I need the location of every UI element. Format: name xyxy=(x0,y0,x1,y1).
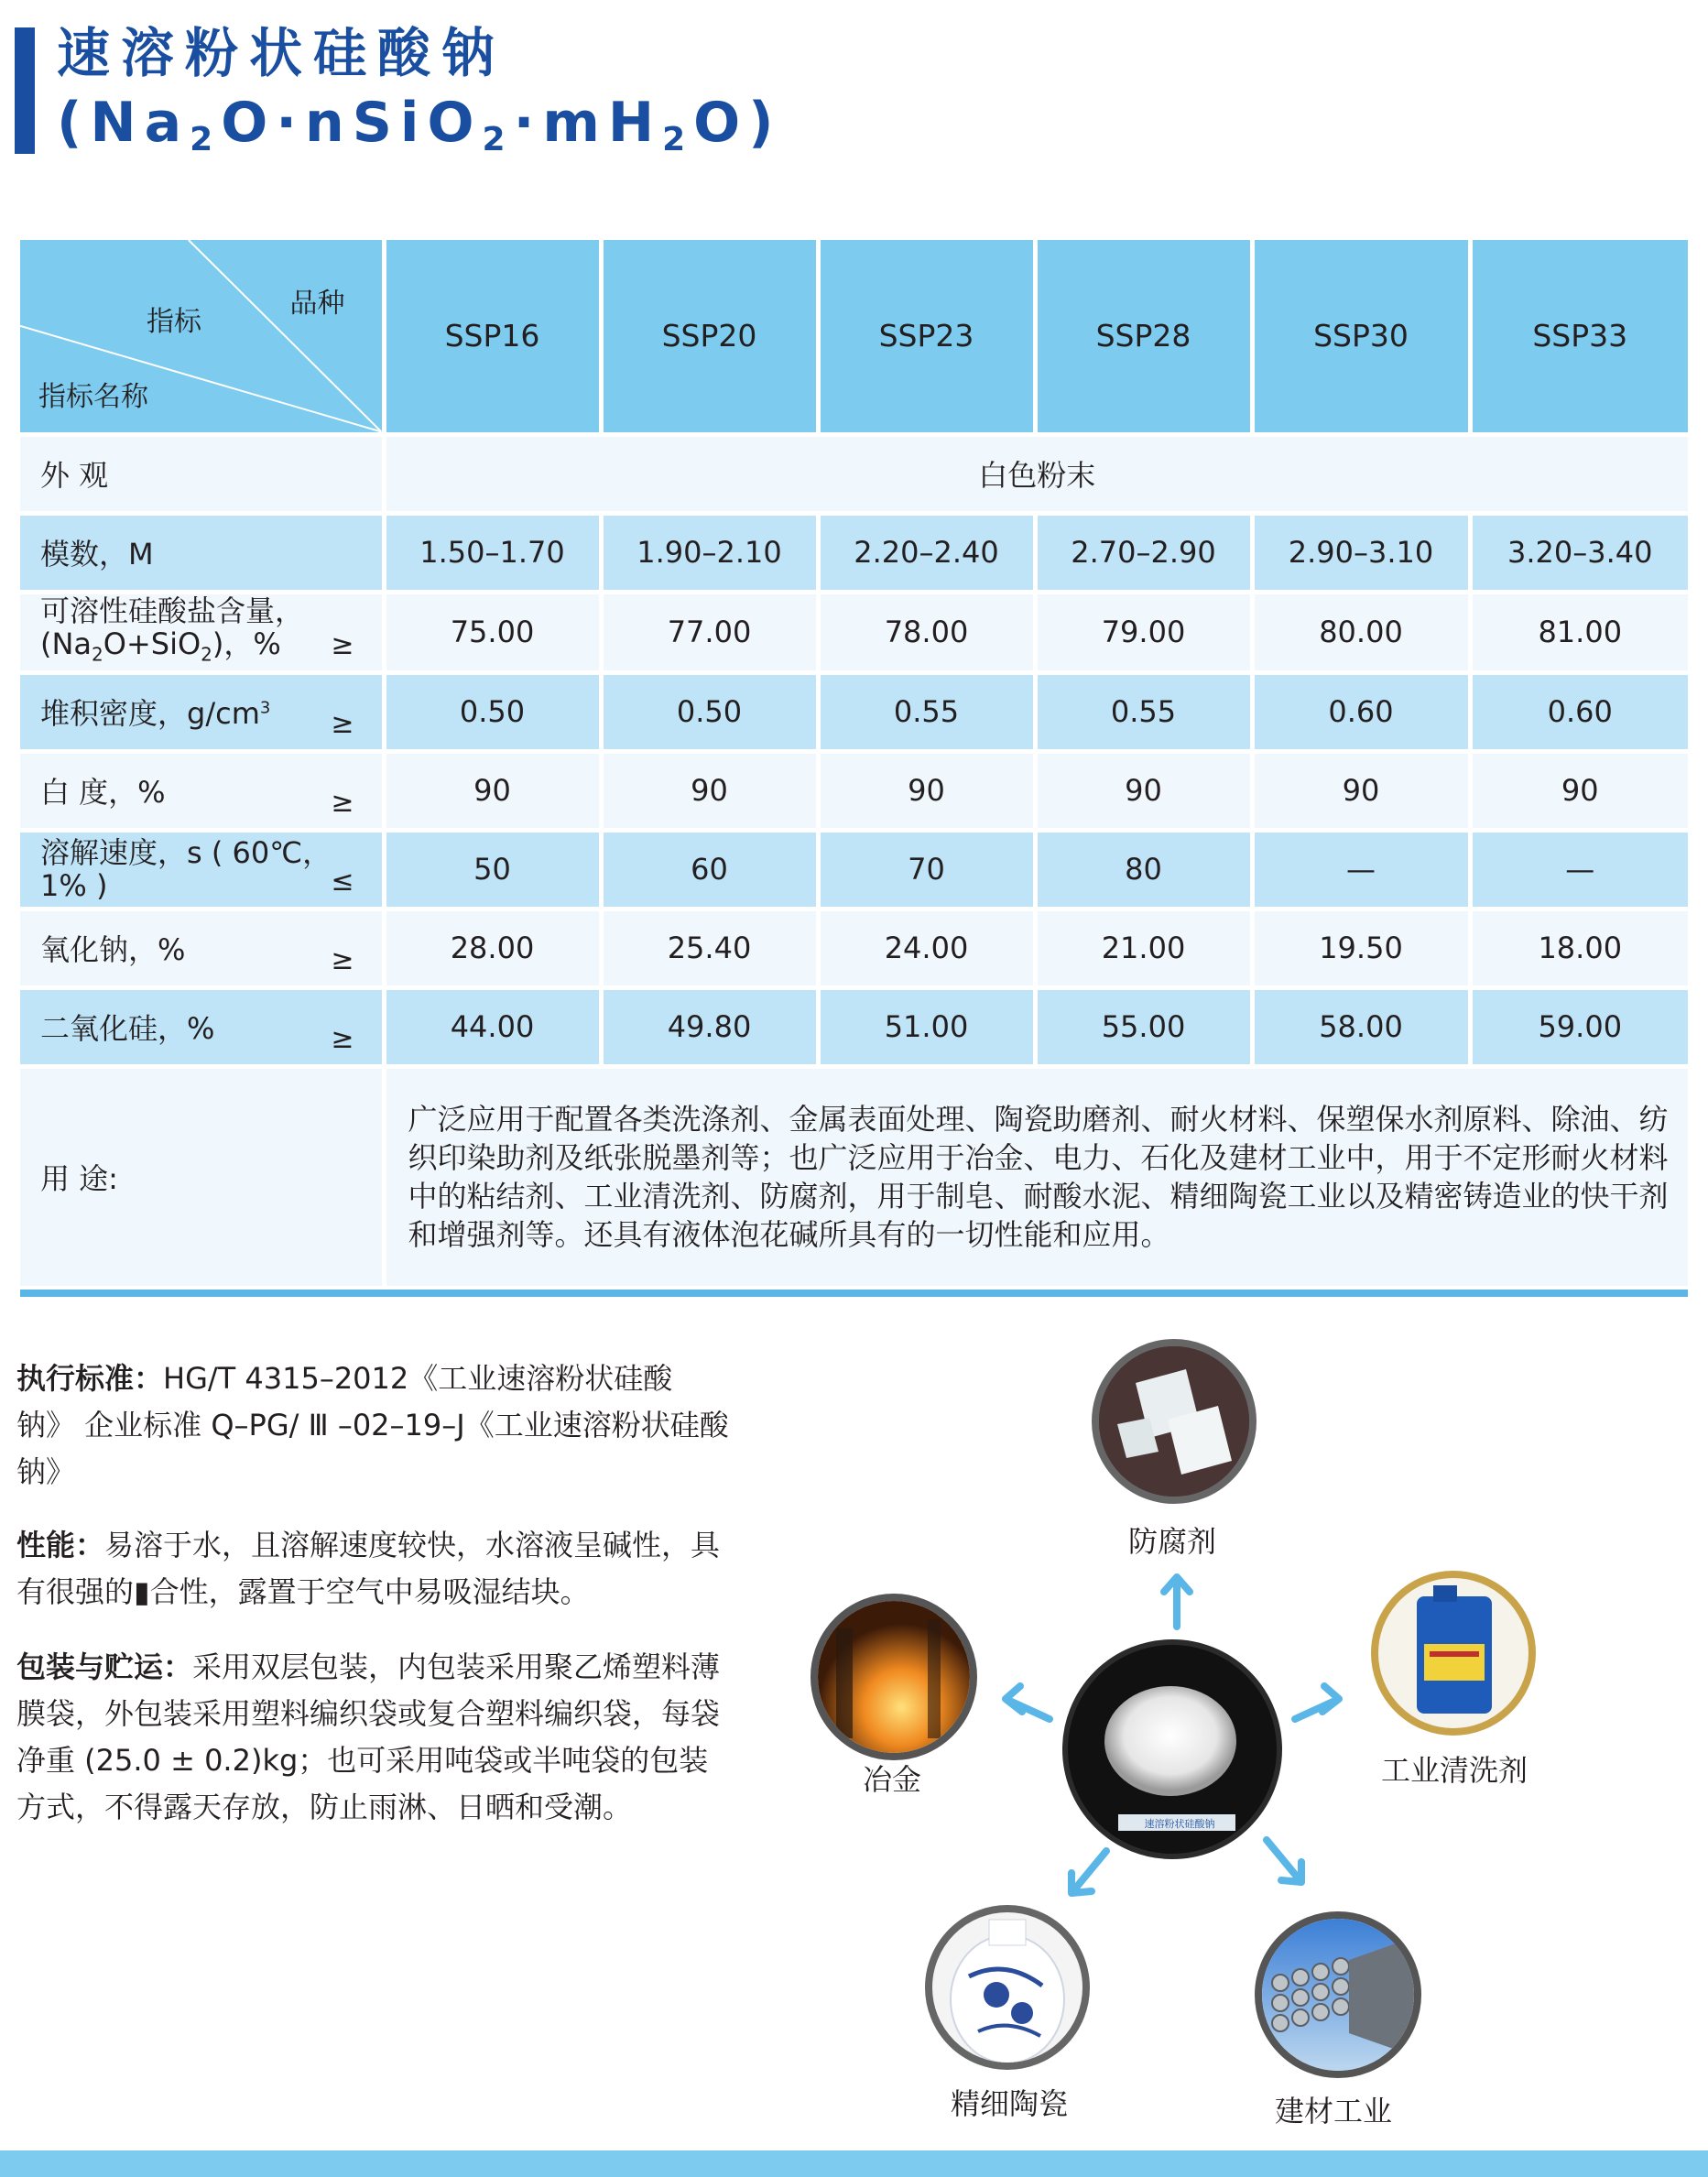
comparison-sign: ≤ xyxy=(331,865,354,898)
cell-value: — xyxy=(1252,830,1470,909)
cell-value: 79.00 xyxy=(1035,592,1252,672)
chemical-formula: $(Na_2O\cdot nSiO_2\cdot mH_2O)$ xyxy=(57,91,782,158)
footer-bar xyxy=(0,2150,1708,2177)
row-label: 外 观 xyxy=(20,434,384,513)
comparison-sign: ≥ xyxy=(331,943,354,976)
table-row-usage xyxy=(20,1066,1688,1288)
cell-value: 0.50 xyxy=(384,672,601,751)
label-industrial-cleaner: 工业清洗剂 xyxy=(1381,1753,1528,1788)
table-row-whiteness xyxy=(20,751,1688,830)
product-header: SSP23 xyxy=(818,240,1035,434)
title-accent-bar xyxy=(15,27,35,154)
cell-value: 0.50 xyxy=(601,672,818,751)
standard-paragraph: 执行标准：HG/T 4315–2012《工业速溶粉状硅酸钠》 企业标准 Q–PG/ Ⅲ –02–19–J《工业速溶粉状硅酸钠》 xyxy=(16,1361,729,1489)
table-corner-cell xyxy=(20,240,384,434)
cell-value: 0.60 xyxy=(1470,672,1688,751)
corner-index-label: 指标 xyxy=(147,306,201,338)
table-row-modulus xyxy=(20,513,1688,592)
cell-value: 21.00 xyxy=(1035,909,1252,987)
cell-value: 24.00 xyxy=(818,909,1035,987)
cell-value: — xyxy=(1470,830,1688,909)
table-header-row xyxy=(20,240,1688,434)
comparison-sign: ≥ xyxy=(331,707,354,740)
cell-value: 70 xyxy=(818,830,1035,909)
cell-value: 90 xyxy=(1035,751,1252,830)
table-row-soluble-silicate xyxy=(20,592,1688,672)
comparison-sign: ≥ xyxy=(331,1022,354,1055)
cell-value: 90 xyxy=(818,751,1035,830)
cell-value: 1.90–2.10 xyxy=(601,513,818,592)
cell-value: 77.00 xyxy=(601,592,818,672)
cell-value: 1.50–1.70 xyxy=(384,513,601,592)
product-header: SSP30 xyxy=(1252,240,1470,434)
cell-value: 75.00 xyxy=(384,592,601,672)
table-row-bulk-density xyxy=(20,672,1688,751)
row-label: 二氧化硅，% ≥ xyxy=(20,987,384,1066)
cell-value: 44.00 xyxy=(384,987,601,1066)
table-row-sodium-oxide xyxy=(20,909,1688,987)
cell-value: 0.60 xyxy=(1252,672,1470,751)
cell-value: 3.20–3.40 xyxy=(1470,513,1688,592)
cell-value: 81.00 xyxy=(1470,592,1688,672)
row-label: 氧化钠，% ≥ xyxy=(20,909,384,987)
cell-value: 60 xyxy=(601,830,818,909)
cell-value: 59.00 xyxy=(1470,987,1688,1066)
label-fine-ceramics: 精细陶瓷 xyxy=(951,2086,1069,2121)
usage-label: 用 途: xyxy=(20,1066,384,1288)
arrow-right-icon xyxy=(1289,1681,1346,1726)
packaging-paragraph: 包装与贮运：采用双层包装，内包装采用聚乙烯塑料薄膜袋，外包装采用塑料编织袋或复合塑料编织袋，每袋净重 (25.0 ± 0.2)kg；也可采用吨袋或半吨袋的包装方式，不得露天存放，防止雨淋、日晒和受潮。 xyxy=(16,1649,721,1824)
building-materials-image xyxy=(1255,1911,1421,2078)
metallurgy-image xyxy=(810,1594,977,1760)
table-bottom-rule xyxy=(20,1290,1688,1297)
cell-value: 28.00 xyxy=(384,909,601,987)
table-row-dissolution-speed xyxy=(20,830,1688,909)
cell-value: 90 xyxy=(601,751,818,830)
preservative-image xyxy=(1092,1339,1257,1504)
row-label: 模数，M xyxy=(20,513,384,592)
comparison-sign: ≥ xyxy=(331,628,354,661)
cell-value: 80.00 xyxy=(1252,592,1470,672)
arrow-down-right-icon xyxy=(1259,1834,1311,1889)
table-row-silicon-dioxide xyxy=(20,987,1688,1066)
cell-value: 19.50 xyxy=(1252,909,1470,987)
product-header: SSP33 xyxy=(1470,240,1688,434)
ceramics-image xyxy=(925,1905,1090,2070)
cell-value: 80 xyxy=(1035,830,1252,909)
product-header: SSP16 xyxy=(384,240,601,434)
arrow-down-left-icon xyxy=(1062,1845,1114,1900)
cell-value: 2.90–3.10 xyxy=(1252,513,1470,592)
cell-value: 50 xyxy=(384,830,601,909)
cell-value: 90 xyxy=(384,751,601,830)
table-row-appearance xyxy=(20,434,1688,513)
arrow-up-icon xyxy=(1159,1573,1195,1630)
cell-value: 49.80 xyxy=(601,987,818,1066)
comparison-sign: ≥ xyxy=(331,786,354,819)
cell-value: 90 xyxy=(1470,751,1688,830)
product-header: SSP28 xyxy=(1035,240,1252,434)
appearance-value: 白色粉末 xyxy=(384,434,1688,513)
arrow-left-icon xyxy=(998,1681,1055,1726)
row-label: 溶解速度，s ( 60℃， 1% ) ≤ xyxy=(20,830,384,909)
cleaner-image xyxy=(1371,1571,1536,1736)
row-label: 白 度，% ≥ xyxy=(20,751,384,830)
performance-paragraph: 性能：易溶于水，且溶解速度较快，水溶液呈碱性，具有很强的▮合性，露置于空气中易吸湿结块。 xyxy=(16,1528,721,1609)
cell-value: 2.70–2.90 xyxy=(1035,513,1252,592)
row-label: 可溶性硅酸盐含量， $(Na_2O+SiO_2)$，% ≥ xyxy=(20,592,384,672)
usage-text: 广泛应用于配置各类洗涤剂、金属表面处理、陶瓷助磨剂、耐火材料、保塑保水剂原料、除油、纺织印染助剂及纸张脱墨剂等；也广泛应用于冶金、电力、石化及建材工业中，用于不定形耐火材料中的粘结剂、工业清洗剂、防腐剂，用于制皂、耐酸水泥、精细陶瓷工业以及精密铸造业的快干剂和增强剂等。还具有液体泡花碱所具有的一切性能和应用。 xyxy=(384,1066,1688,1288)
cell-value: 18.00 xyxy=(1470,909,1688,987)
center-product-image xyxy=(1062,1639,1282,1859)
cell-value: 51.00 xyxy=(818,987,1035,1066)
cell-value: 90 xyxy=(1252,751,1470,830)
page-title: 速溶粉状硅酸钠 xyxy=(57,22,506,84)
corner-index-name-label: 指标名称 xyxy=(38,381,148,413)
corner-variety-label: 品种 xyxy=(289,288,345,320)
cell-value: 0.55 xyxy=(1035,672,1252,751)
row-label: 堆积密度，$g/cm^3$ ≥ xyxy=(20,672,384,751)
label-building-materials: 建材工业 xyxy=(1275,2094,1393,2128)
cell-value: 78.00 xyxy=(818,592,1035,672)
spec-table xyxy=(20,240,1688,1290)
cell-value: 25.40 xyxy=(601,909,818,987)
cell-value: 55.00 xyxy=(1035,987,1252,1066)
label-metallurgy: 冶金 xyxy=(863,1762,922,1797)
cell-value: 0.55 xyxy=(818,672,1035,751)
label-preservative: 防腐剂 xyxy=(1128,1524,1217,1559)
product-header: SSP20 xyxy=(601,240,818,434)
cell-value: 58.00 xyxy=(1252,987,1470,1066)
cell-value: 2.20–2.40 xyxy=(818,513,1035,592)
center-caption: 速溶粉状硅酸钠 xyxy=(1144,1818,1215,1830)
